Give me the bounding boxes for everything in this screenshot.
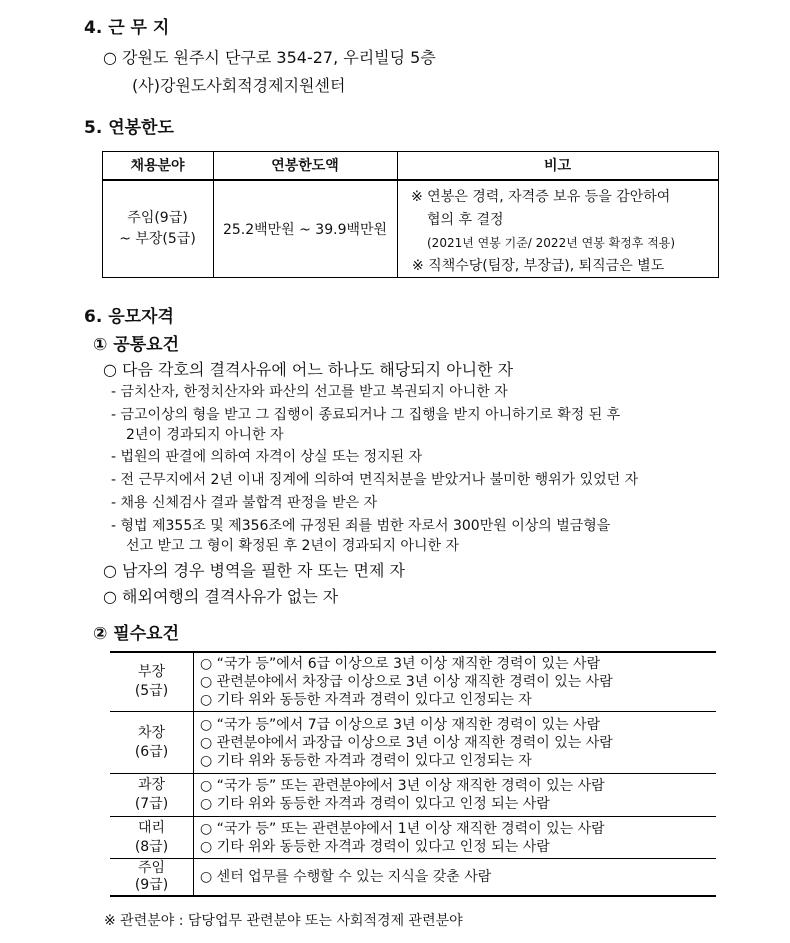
grade-label: (5급): [134, 682, 169, 699]
header-field: 채용분야: [130, 158, 185, 174]
disqualification-1: - 금치산자, 한정치산자와 파산의 선고를 받고 복권되지 아니한 자: [111, 384, 508, 400]
requirement-item: ○ 기타 위와 동등한 자격과 경력이 있다고 인정 되는 사람: [200, 838, 550, 855]
organization-name: (사)강원도사회적경제지원센터: [132, 76, 346, 95]
requirement-item: ○ “국가 등” 또는 관련분야에서 1년 이상 재직한 경력이 있는 사람: [200, 820, 605, 837]
section-5-title: 5. 연봉한도: [84, 118, 174, 138]
grade-label: (9급): [134, 877, 169, 893]
grade-label: (8급): [134, 838, 169, 855]
disqualification-6-continued: 선고 받고 그 형이 확정된 후 2년이 경과되지 아니한 자: [126, 538, 459, 554]
requirement-list: [200, 774, 605, 816]
rank-label: 과장: [137, 777, 166, 793]
section-4-title: 4. 근 무 지: [84, 18, 170, 38]
rank-label: 주임: [137, 860, 166, 876]
rank-label: 부장: [137, 663, 166, 680]
requirement-item: ○ “국가 등” 또는 관련분야에서 3년 이상 재직한 경력이 있는 사람: [200, 778, 605, 794]
field-line2: ~ 부장(5급): [119, 231, 196, 247]
rank-cell: [110, 652, 193, 711]
grade-label: (7급): [134, 796, 169, 812]
grade-label: (6급): [134, 743, 169, 760]
requirement-list: [200, 652, 613, 711]
requirement-item: ○ “국가 등”에서 7급 이상으로 3년 이상 재직한 경력이 있는 사람: [200, 716, 601, 733]
section-6-title: 6. 응모자격: [84, 307, 174, 327]
rank-label: 대리: [137, 819, 166, 836]
rank-cell: [110, 712, 193, 773]
requirement-item: ○ 관련분야에서 과장급 이상으로 3년 이상 재직한 경력이 있는 사람: [200, 734, 613, 751]
salary-range: 25.2백만원 ~ 39.9백만원: [222, 222, 388, 238]
requirement-item: ○ 기타 위와 동등한 자격과 경력이 있다고 인정되는 자: [200, 691, 532, 708]
disqualification-4: - 전 근무지에서 2년 이내 징계에 의하여 면직처분을 받았거나 불미한 행위가 있었던 자: [111, 472, 639, 488]
requirement-list: [200, 817, 605, 858]
common-item-1: ○ 다음 각호의 결격사유에 어느 하나도 해당되지 아니한 자: [103, 360, 514, 379]
disqualification-3: - 법원의 판결에 의하여 자격이 상실 또는 정지된 자: [111, 449, 423, 465]
footnote: ※ 관련분야 : 담당업무 관련분야 또는 사회적경제 관련분야: [104, 913, 463, 929]
rank-cell: [110, 859, 193, 895]
disqualification-2: - 금고이상의 형을 받고 그 집행이 종료되거나 그 집행을 받지 아니하기로 확정 된 후: [111, 407, 621, 423]
disqualification-5: - 채용 신체검사 결과 불합격 판정을 받은 자: [111, 495, 378, 511]
requirement-item: ○ 센터 업무를 수행할 수 있는 지식을 갖춘 사람: [200, 869, 492, 885]
rank-cell: [110, 817, 193, 858]
requirement-item: ○ 기타 위와 동등한 자격과 경력이 있다고 인정 되는 사람: [200, 796, 550, 812]
requirement-item: ○ 관련분야에서 차장급 이상으로 3년 이상 재직한 경력이 있는 사람: [200, 673, 613, 690]
note-1-continued: 협의 후 결정: [427, 212, 504, 228]
note-2: (2021년 연봉 기준/ 2022년 연봉 확정후 적용): [427, 236, 676, 250]
requirement-list: [200, 712, 613, 773]
note-3: ※ 직책수당(팀장, 부장급), 퇴직금은 별도: [412, 258, 665, 274]
requirement-item: ○ “국가 등”에서 6급 이상으로 3년 이상 재직한 경력이 있는 사람: [200, 655, 601, 672]
requirement-item: ○ 기타 위와 동등한 자격과 경력이 있다고 인정되는 자: [200, 752, 532, 769]
required-requirements-title: ② 필수요건: [93, 624, 179, 644]
common-item-3: ○ 해외여행의 결격사유가 없는 자: [103, 587, 339, 606]
address-line: ○ 강원도 원주시 단구로 354-27, 우리빌딩 5층: [103, 48, 436, 67]
header-note: 비고: [543, 158, 572, 174]
field-cell: [102, 181, 213, 277]
rank-cell: [110, 774, 193, 816]
requirement-list: [200, 859, 491, 895]
common-item-2: ○ 남자의 경우 병역을 필한 자 또는 면제 자: [103, 561, 405, 580]
rank-label: 차장: [137, 724, 166, 741]
header-salary: 연봉한도액: [271, 158, 339, 174]
disqualification-2-continued: 2년이 경과되지 아니한 자: [126, 427, 284, 443]
note-1: ※ 연봉은 경력, 자격증 보유 등을 감안하여: [411, 189, 671, 205]
field-line1: 주임(9급): [127, 210, 188, 226]
common-requirements-title: ① 공통요건: [93, 335, 179, 355]
disqualification-6: - 형법 제355조 및 제356조에 규정된 죄를 범한 자로서 300만원 이상의 벌금형을: [111, 518, 611, 534]
